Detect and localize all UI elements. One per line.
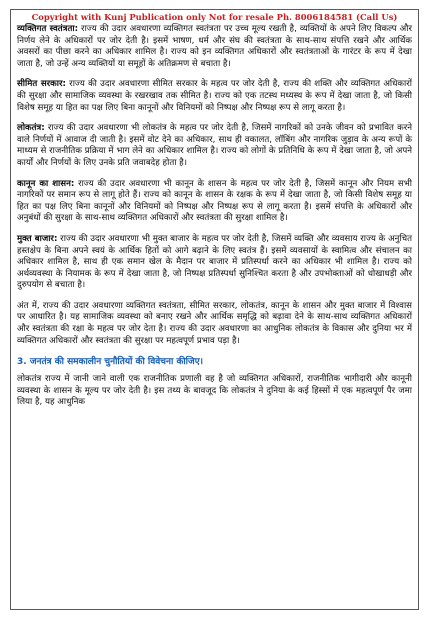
term-heading: सीमित सरकार: [17,79,66,90]
paragraph-text: राज्य की उदार अवधारणा भी लोकतंत्र के महत्व पर जोर देती है, जिसमें नागरिकों को उनके जीवन को प्रभावित करने वाले निर्णयों में आवाज दी जाती है। इसमें वोट देने का अधिकार, साथ ही वकालत, लॉबिंग और नागरिक जुड़ाव के अन्य रूपों के माध्यम से राजनीतिक प्रक्रिया में भाग लेने का अधिकार शामिल है। राज्य को लोगों के प्रतिनिधि के रूप में देखा जाता है, जो अपने कार्यों और निर्णयों के लिए उनके प्रति जवाबदेह होता है। [17,123,412,168]
paragraph-limited-government [17,79,412,114]
paragraph-text: राज्य की उदार अवधारणा व्यक्तिगत स्वतंत्रता पर उच्च मूल्य रखती है, व्यक्तियों के अपने लिए विकल्प और निर्णय लेने के अधिकारों पर जोर देती है। इसमें भाषण, धर्म और संघ की स्वतंत्रता के साथ-साथ संपत्ति रखने और आर्थिक अवसरों का पीछा करने का अधिकार शामिल है। राज्य को इन व्यक्तिगत अधिकारों और स्वतंत्रताओं के गारंटर के रूप में देखा जाता है, जो उन्हें अन्य व्यक्तियों या समूहों के अतिक्रमण से बचाता है। [17,24,412,69]
copyright-watermark: Copyright with Kunj Publication only Not for resale Ph. 8006184581 (Call Us) [31,12,398,22]
paragraph-individual-liberty [17,24,412,70]
document-page [10,9,419,610]
answer-paragraph: लोकतंत्र राज्य में जानी जाने वाली एक राजनीतिक प्रणाली वह है जो व्यक्तिगत अधिकारों, राजनीतिक भागीदारी और कानूनी व्यवस्था के शासन के मूल्य पर जोर देती है। इस तथ्य के बावजूद कि लोकतंत्र ने दुनिया के कई हिस्सों में एक महत्वपूर्ण पैर जमा लिया है, यह आधुनिक [17,374,412,408]
paragraph-text: राज्य की उदार अवधारणा भी मुक्त बाजार के महत्व पर जोर देती है, जिसमें व्यक्ति और व्यवसाय राज्य के अनुचित हस्तक्षेप के बिना अपने स्वयं के आर्थिक हितों को आगे बढ़ाने के लिए स्वतंत्र हैं। इसमें व्यवसायों के स्वामित्व और संचालन का अधिकार शामिल है, साथ ही एक समान खेल के मैदान पर बाजार में प्रतिस्पर्धा करने का अधिकार भी शामिल है। राज्य को अर्थव्यवस्था के नियामक के रूप में देखा जाता है, जो निष्पक्ष प्रतिस्पर्धा सुनिश्चित करता है और उपभोक्ताओं को धोखाधड़ी और दुरुपयोग से बचाता है। [17,233,412,291]
term-heading: लोकतंत्र: [17,123,45,134]
paragraph-text: राज्य की उदार अवधारणा सीमित सरकार के महत्व पर जोर देती है, राज्य की शक्ति और व्यक्तिगत अधिकारों की सुरक्षा और सामाजिक व्यवस्था के रखरखाव तक सीमित है। राज्य को एक तटस्थ मध्यस्थ के रूप में देखा जाता है, जो किसी विशेष समूह या हित का पक्ष लिए बिना कानूनों और विनियमों को निष्पक्ष और निष्पक्ष रूप से लागू करता है। [17,79,412,113]
paragraph-free-market [17,234,412,292]
term-heading: कानून का शासन: [17,178,75,189]
term-heading: मुक्त बाजार: [17,233,58,244]
paragraph-conclusion [17,301,412,347]
term-heading: व्यक्तिगत स्वतंत्रता: [17,24,79,34]
paragraph-text: अंत में, राज्य की उदार अवधारणा व्यक्तिगत स्वतंत्रता, सीमित सरकार, लोकतंत्र, कानून के शासन और मुक्त बाजार में विश्वास पर आधारित है। यह सामाजिक व्यवस्था को बनाए रखने और आर्थिक समृद्धि को बढ़ावा देने के साथ-साथ व्यक्तिगत अधिकारों और स्वतंत्रता की रक्षा के महत्व पर जोर देता है। राज्य की उदार अवधारणा का आधुनिक लोकतंत्र के विकास और दुनिया भर में व्यक्तिगत अधिकारों और स्वतंत्रता की सुरक्षा पर महत्वपूर्ण प्रभाव पड़ा है। [17,300,412,346]
paragraph-rule-of-law [17,179,412,225]
paragraph-democracy [17,123,412,169]
question-heading: 3. जनतंत्र की समकालीन चुनौतियों की विवेचना कीजिए। [17,357,204,368]
paragraph-text: राज्य की उदार अवधारणा भी कानून के शासन के महत्व पर जोर देती है, जिसमें कानून और नियम सभी नागरिकों पर समान रूप से लागू होते हैं। राज्य को कानून के शासन के रक्षक के रूप में देखा जाता है, जो किसी विशेष समूह या हित का पक्ष लिए बिना कानूनों और विनियमों को निष्पक्ष और निष्पक्ष रूप से लागू करता है। इसमें संपत्ति के अधिकारों और अनुबंधों की सुरक्षा के साथ-साथ व्यक्तिगत अधिकारों और स्वतंत्रता की सुरक्षा शामिल है। [17,178,413,224]
